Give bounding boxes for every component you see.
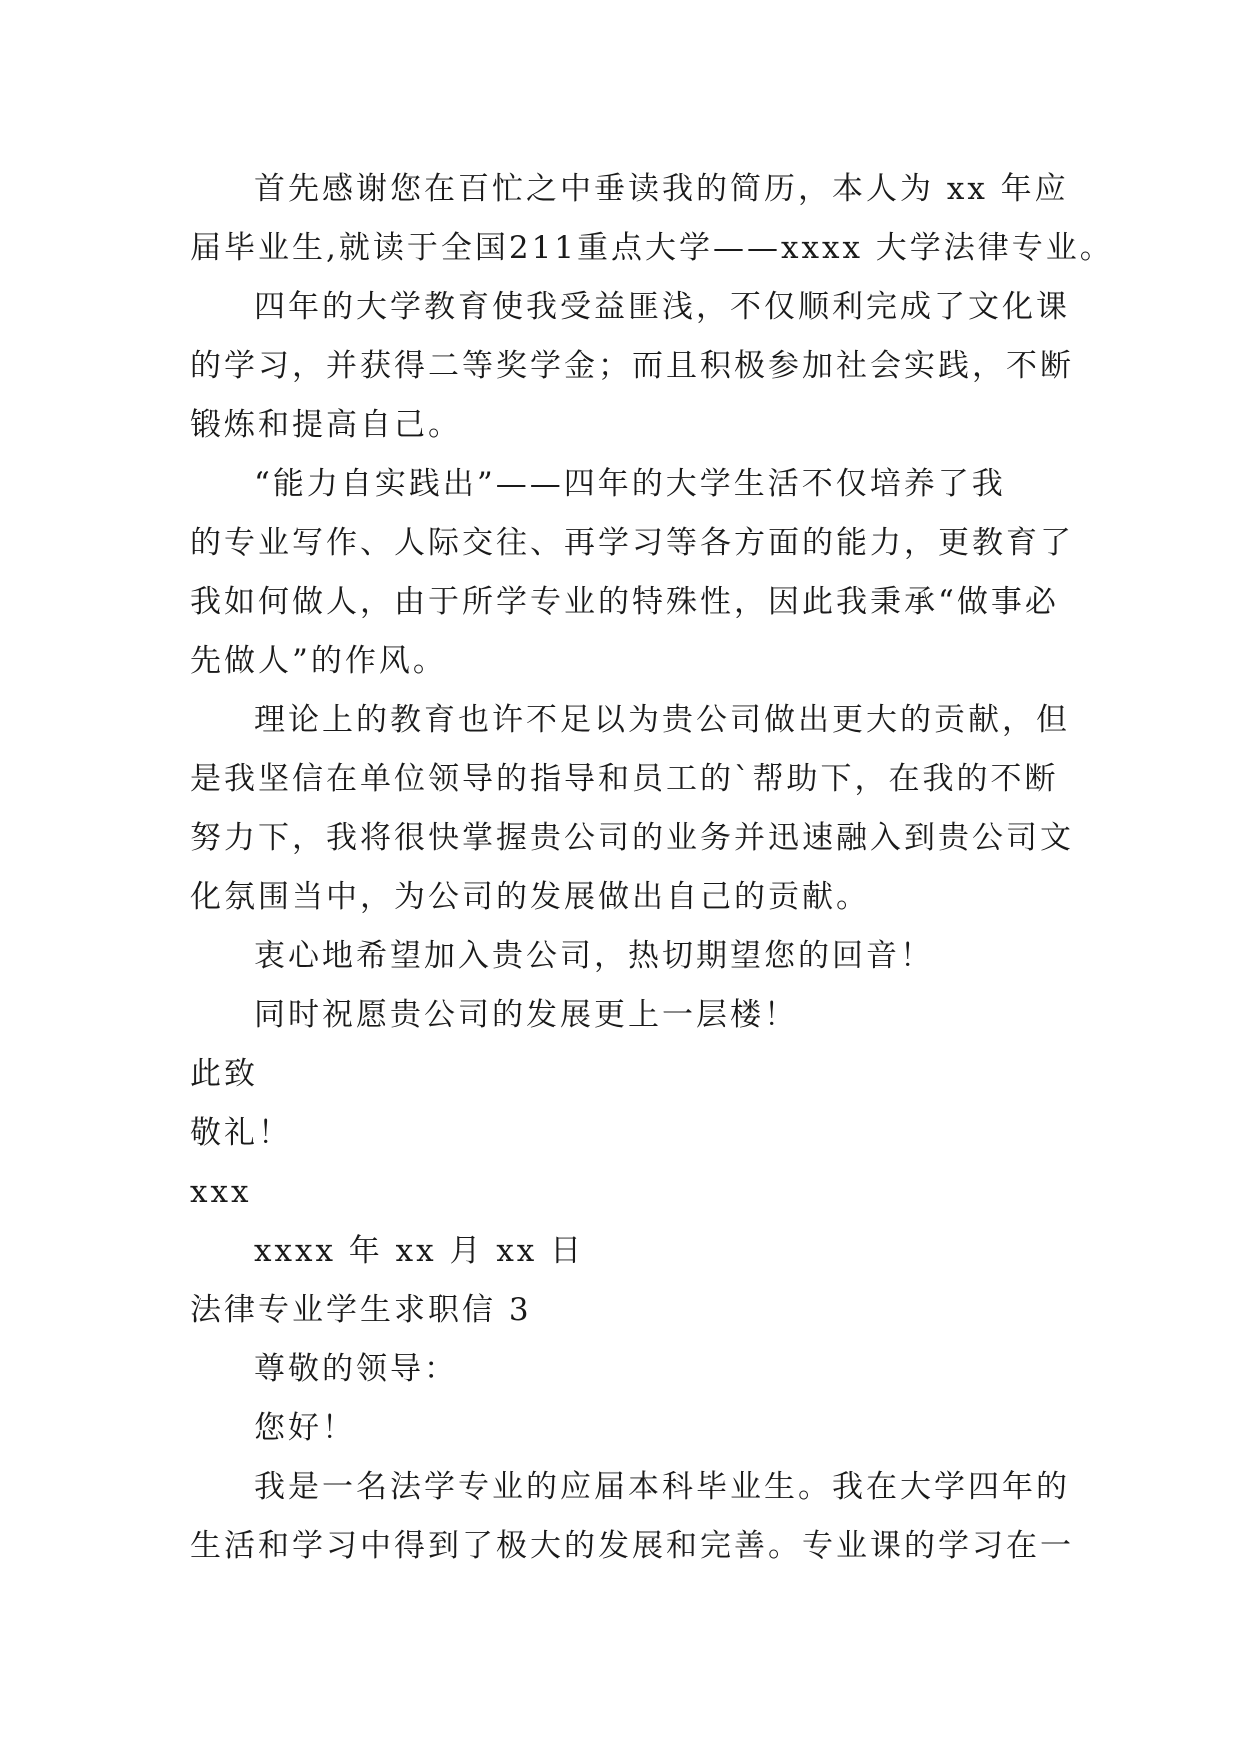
signature-date: xxxx 年 xx 月 xx 日 — [254, 1233, 585, 1269]
letter-greeting: 尊敬的领导： — [254, 1351, 458, 1387]
paragraph-line: 首先感谢您在百忙之中垂读我的简历，本人为 xx 年应 — [254, 171, 1069, 207]
document-page — [190, 160, 1114, 1576]
paragraph-line: 衷心地希望加入贵公司，热切期望您的回音！ — [254, 938, 934, 974]
section-title: 法律专业学生求职信 3 — [190, 1292, 532, 1328]
signature-name: xxx — [190, 1174, 252, 1210]
paragraph-line: 同时祝愿贵公司的发展更上一层楼！ — [254, 997, 798, 1033]
paragraph-line: 届毕业生,就读于全国211重点大学——xxxx 大学法律专业。 — [190, 230, 1114, 266]
paragraph-line: 努力下，我将很快掌握贵公司的业务并迅速融入到贵公司文 — [190, 820, 1074, 856]
paragraph-line: 我如何做人，由于所学专业的特殊性，因此我秉承“做事必 — [190, 584, 1059, 620]
paragraph-line: 先做人”的作风。 — [190, 643, 447, 679]
letter-hello: 您好！ — [254, 1410, 356, 1446]
paragraph-line: 化氛围当中，为公司的发展做出自己的贡献。 — [190, 879, 870, 915]
paragraph-line: 锻炼和提高自己。 — [190, 407, 462, 443]
paragraph-line: 理论上的教育也许不足以为贵公司做出更大的贡献，但 — [254, 702, 1070, 738]
paragraph-line: 的专业写作、人际交往、再学习等各方面的能力，更教育了 — [190, 525, 1074, 561]
closing-regards: 敬礼！ — [190, 1115, 292, 1151]
paragraph-line: 我是一名法学专业的应届本科毕业生。我在大学四年的 — [254, 1469, 1070, 1505]
paragraph-line: 的学习，并获得二等奖学金；而且积极参加社会实践，不断 — [190, 348, 1074, 384]
paragraph-line: “能力自实践出”——四年的大学生活不仅培养了我 — [254, 466, 1006, 502]
paragraph-line: 生活和学习中得到了极大的发展和完善。专业课的学习在一 — [190, 1528, 1074, 1564]
closing-salutation: 此致 — [190, 1056, 258, 1092]
paragraph-line: 四年的大学教育使我受益匪浅，不仅顺利完成了文化课 — [254, 289, 1070, 325]
paragraph-line: 是我坚信在单位领导的指导和员工的`帮助下，在我的不断 — [190, 761, 1059, 797]
